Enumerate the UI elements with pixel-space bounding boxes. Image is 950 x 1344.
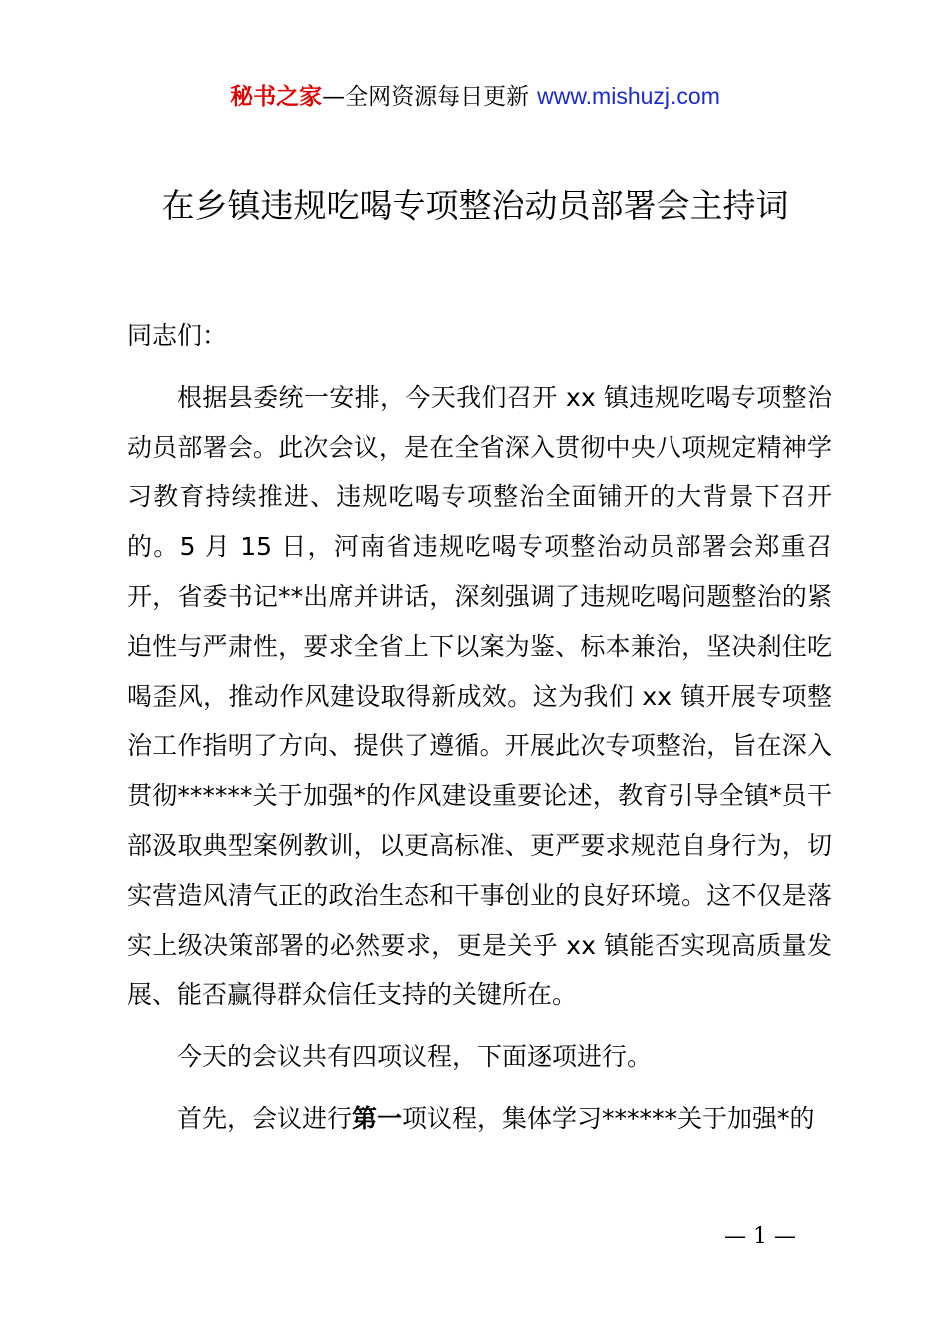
agenda-item-emphasis: 第一 [352, 1103, 403, 1133]
salutation: 同志们： [127, 321, 228, 350]
paragraph-3-lead: 首先，会议进行 [177, 1103, 353, 1133]
page-number: — 1 — [724, 1224, 796, 1249]
site-url-link[interactable]: www.mishuzj.com [537, 83, 720, 109]
paragraph-3-rest: 项议程，集体学习******关于加强*的 [402, 1103, 815, 1133]
body-paragraph-1: 根据县委统一安排，今天我们召开 xx 镇违规吃喝专项整治动员部署会。此次会议，是在全省深入贯彻中央八项规定精神学习教育持续推进、违规吃喝专项整治全面铺开的大背景下召开的。5 月 15 日，河南省违规吃喝专项整治动员部署会郑重召开，省委书记**出席并讲话，深刻强调了违规吃喝问题整治的紧迫性与严肃性，要求全省上下以案为鉴、标本兼治，坚决刹住吃喝歪风，推动作风建设取得新成效。这为我们 xx 镇开展专项整治工作指明了方向、提供了遵循。开展此次专项整治，旨在深入贯彻******关于加强*的作风建设重要论述，教育引导全镇*员干部汲取典型案例教训，以更高标准、更严要求规范自身行为，切实营造风清气正的政治生态和干事创业的良好环境。这不仅是落实上级决策部署的必然要求，更是关乎 xx 镇能否实现高质量发展、能否赢得群众信任支持的关键所在。 [127, 382, 832, 1010]
body-paragraph-3 [127, 1094, 832, 1144]
brand-name: 秘书之家 [230, 84, 323, 110]
site-header [0, 80, 950, 113]
document-title: 在乡镇违规吃喝专项整治动员部署会主持词 [161, 186, 789, 225]
body-paragraph-2: 今天的会议共有四项议程，下面逐项进行。 [177, 1042, 653, 1072]
header-slogan: —全网资源每日更新 [322, 84, 530, 110]
document-body [127, 311, 832, 1144]
